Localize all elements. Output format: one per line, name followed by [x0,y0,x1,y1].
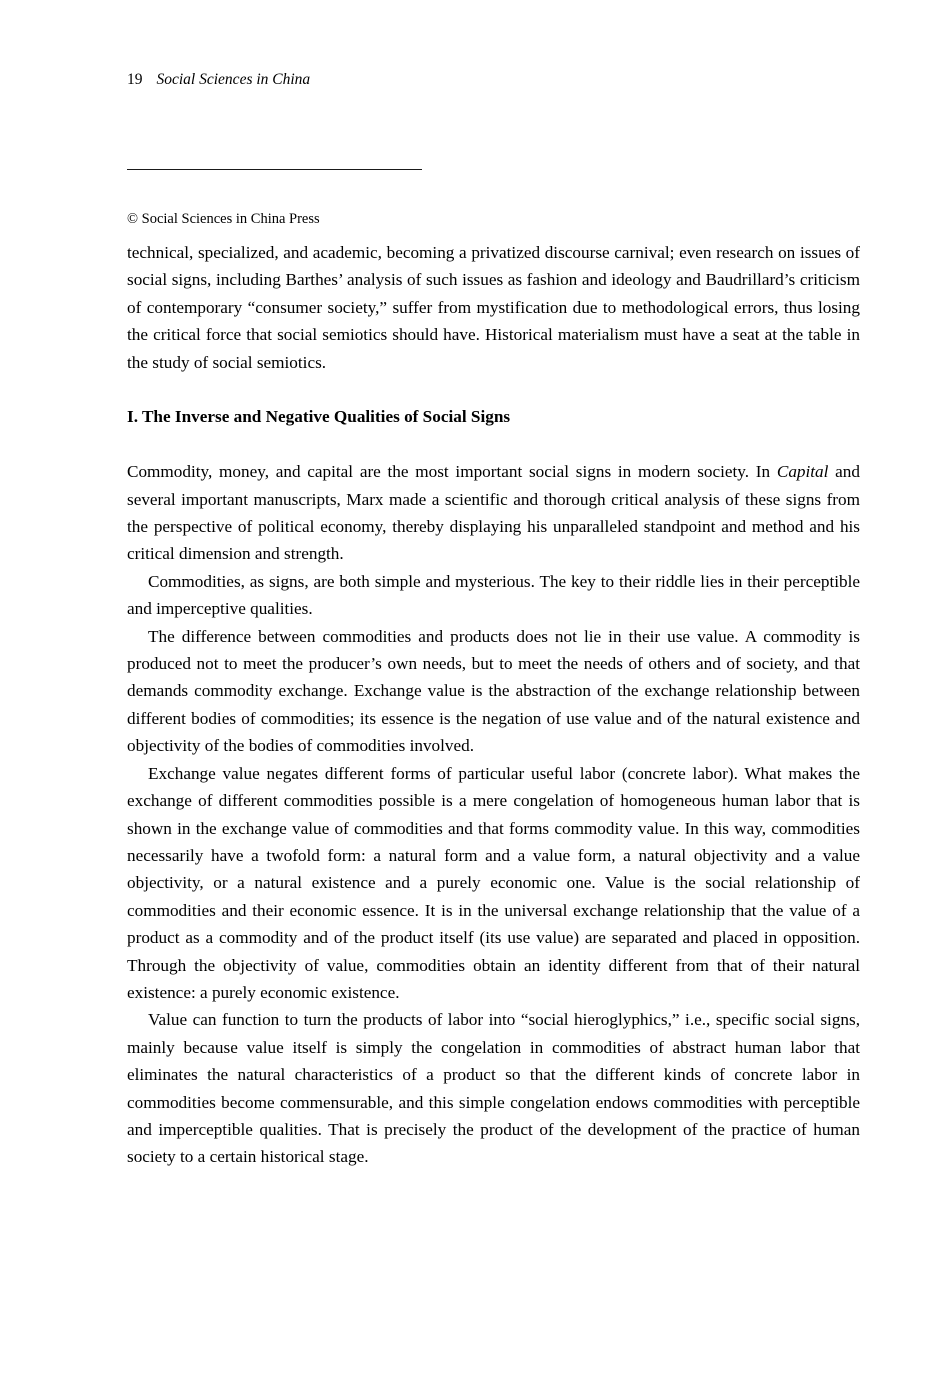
page-number: 19 [127,71,143,88]
heading-top-spacer [127,376,860,403]
paragraph-text-part-1: Commodity, money, and capital are the most important social signs in modern society. In [127,462,777,482]
copyright-notice: © Social Sciences in China Press [127,211,320,227]
paragraph-text-part-2: and several important manuscripts, Marx made a scientific and thorough critical analysis of these signs from the perspective of political economy, thereby displaying his unparalleled standpoint and method and his critical dimension and strength. [127,462,860,564]
paragraph-value-hieroglyphics: Value can function to turn the products of labor into “social hieroglyphics,” i.e., specific social signs, mainly because value itself is simply the congelation in commodities of abstract human labor that eliminates the natural characteristics of a product so that the different kinds of concrete labor in commodities become commensurable, and this simple congelation endows commodities with perceptible and imperceptible qualities. That is precisely the product of the development of the practice of human society to a certain historical stage. [127,1010,860,1167]
paragraph-exchange-value-negates: Exchange value negates different forms of particular useful labor (concrete labor). What makes the exchange of different commodities possible is a mere congelation of homogeneous human labor that is shown in the exchange value of commodities and that forms commodity value. In this way, commodities necessarily have a twofold form: a natural form and a value form, a natural objectivity and a value objectivity, or a natural existence and a purely economic one. Value is the social relationship of commodities and their economic essence. It is in the universal exchange relationship that the value of a product as a commodity and of the product itself (its use value) are separated and placed in opposition. Through the objectivity of value, commodities obtain an identity different from that of their natural existence: a purely economic existence. [127,763,860,1002]
paragraph-commodities-as-signs: Commodities, as signs, are both simple and mysterious. The key to their riddle lies in their perceptible and imperceptive qualities. [127,571,860,619]
paragraph-difference-commodities-products: The difference between commodities and products does not lie in their use value. A commodity is produced not to meet the producer’s own needs, but to meet the needs of others and of society, and that demands commodity exchange. Exchange value is the abstraction of the exchange relationship between different bodies of commodities; its essence is the negation of use value and of the natural existence and objectivity of the bodies of commodities involved. [127,626,860,756]
journal-title: Social Sciences in China [156,71,311,88]
paragraph-commodity-money-capital [127,458,860,568]
footnote-separator-rule [127,169,422,170]
heading-bottom-spacer [127,431,860,458]
section-heading-1: I. The Inverse and Negative Qualities of Social Signs [127,407,511,427]
paragraph-continuation: technical, specialized, and academic, becoming a privatized discourse carnival; even research on issues of social signs, including Barthes’ analysis of such issues as fashion and ideology and Baudrillard’s criticism of contemporary “consumer society,” suffer from mystification due to methodological errors, thus losing the critical force that social semiotics should have. Historical materialism must have a seat at the table in the study of social semiotics. [127,243,860,372]
body-text-block [127,239,860,1171]
book-title-capital: Capital [776,462,829,482]
running-head [127,70,310,90]
